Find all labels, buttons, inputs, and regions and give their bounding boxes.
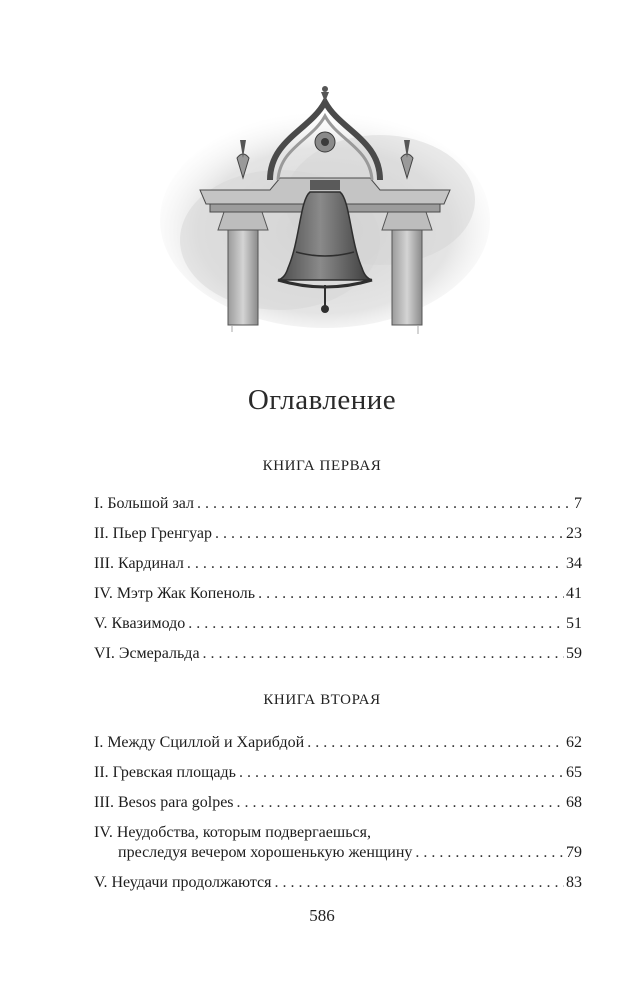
bell-arch-illustration — [160, 80, 490, 335]
toc-entry-page: 34 — [566, 555, 582, 572]
toc-entry[interactable] — [94, 614, 582, 634]
toc-leader-dots — [258, 584, 564, 604]
toc-leader-dots — [203, 644, 564, 664]
toc-entry-title: I. Между Сциллой и Харибдой — [94, 734, 305, 751]
toc-entry-title: III. Кардинал — [94, 555, 184, 572]
toc-entry[interactable] — [94, 584, 582, 604]
toc-entry-title: IV. Мэтр Жак Копеноль — [94, 585, 256, 602]
toc-entry-page: 41 — [566, 585, 582, 602]
book-title-second: КНИГА ВТОРАЯ — [263, 692, 381, 708]
toc-entry-title: преследуя вечером хорошенькую женщину — [118, 844, 413, 861]
toc-entry-title: VI. Эсмеральда — [94, 645, 200, 662]
toc-entry-second-line — [94, 843, 582, 863]
toc-leader-dots — [197, 494, 572, 514]
toc-entry-page: 68 — [566, 794, 582, 811]
toc-leader-dots — [187, 554, 564, 574]
toc-entry[interactable] — [94, 733, 582, 753]
toc-list-book-first — [94, 494, 582, 664]
toc-entry-page: 65 — [566, 764, 582, 781]
toc-leader-dots — [215, 524, 564, 544]
toc-entry[interactable] — [94, 524, 582, 544]
toc-entry-title: II. Пьер Гренгуар — [94, 525, 212, 542]
toc-entry-title: III. Besos para golpes — [94, 794, 234, 811]
toc-entry-page: 62 — [566, 734, 582, 751]
toc-entry-page: 23 — [566, 525, 582, 542]
toc-entry-title: I. Большой зал — [94, 495, 195, 512]
toc-entry[interactable] — [94, 494, 582, 514]
toc-entry-page: 79 — [566, 844, 582, 861]
toc-entry-page: 7 — [574, 495, 582, 512]
toc-leader-dots — [239, 763, 564, 783]
toc-leader-dots — [275, 873, 564, 893]
toc-entry-page: 59 — [566, 645, 582, 662]
toc-entry-multiline[interactable] — [94, 823, 582, 863]
page-number: 586 — [309, 906, 335, 925]
toc-entry-page: 83 — [566, 874, 582, 891]
toc-entry[interactable] — [94, 873, 582, 893]
toc-leader-dots — [415, 843, 564, 863]
toc-entry-title: V. Квазимодо — [94, 615, 186, 632]
toc-entry[interactable] — [94, 554, 582, 574]
toc-leader-dots — [307, 733, 564, 753]
toc-leader-dots — [237, 793, 564, 813]
toc-entry-page: 51 — [566, 615, 582, 632]
toc-heading: Оглавление — [247, 384, 397, 416]
toc-entry[interactable] — [94, 793, 582, 813]
toc-list-book-second — [94, 733, 582, 893]
toc-entry[interactable] — [94, 763, 582, 783]
toc-entry-title-line1: IV. Неудобства, которым подвергаешься, — [94, 824, 371, 841]
toc-leader-dots — [188, 614, 564, 634]
toc-entry-title: II. Гревская площадь — [94, 764, 236, 781]
toc-entry[interactable] — [94, 644, 582, 664]
toc-entry-title: V. Неудачи продолжаются — [94, 874, 272, 891]
book-title-first: КНИГА ПЕРВАЯ — [262, 458, 382, 474]
